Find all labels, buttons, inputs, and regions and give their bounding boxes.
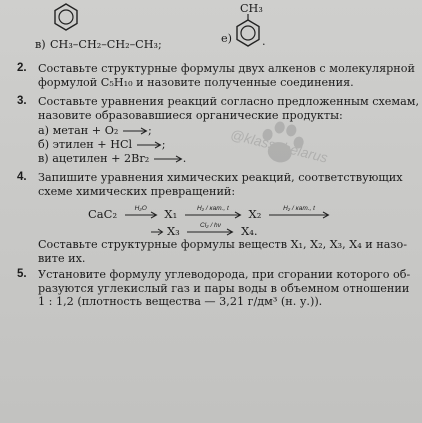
scheme-start: CaC₂ bbox=[88, 207, 118, 221]
task-3-item-b bbox=[38, 138, 165, 152]
scheme-x4: X₄. bbox=[241, 224, 258, 238]
task-5-text bbox=[38, 268, 414, 309]
task-2-line-2: формулой C₅H₁₀ и назовите полученные соединения. bbox=[38, 75, 354, 89]
scheme-arrow-2 bbox=[184, 205, 242, 219]
scheme-cond-2: H₂ / кат., t bbox=[196, 205, 229, 212]
task-4-text bbox=[38, 171, 414, 198]
task-4-after bbox=[38, 238, 414, 265]
task-2-line-1: Составьте структурные формулы двух алкенов с молекулярной bbox=[38, 62, 415, 75]
watermark-text: @klass_belarus bbox=[228, 126, 330, 166]
task-3-number: 3. bbox=[17, 95, 27, 107]
scheme-cond-1: H₂O bbox=[134, 205, 147, 212]
butane-formula: CH₃–CH₂–CH₂–CH₃; bbox=[50, 38, 162, 51]
task-4-line-2: схеме химических превращений: bbox=[38, 184, 236, 198]
item-a-end: ; bbox=[147, 124, 152, 137]
scheme-x1: X₁ bbox=[164, 207, 178, 221]
scheme-cond-4: Cl₂ / hν bbox=[200, 222, 221, 229]
task-5-number: 5. bbox=[17, 268, 27, 280]
task-3-item-v bbox=[38, 152, 186, 166]
item-v-label: в) ацетилен + 2Br₂ bbox=[38, 152, 150, 165]
item-a-label: а) метан + O₂ bbox=[38, 124, 119, 137]
scheme-x2: X₂ bbox=[248, 207, 262, 221]
reaction-arrow-icon bbox=[122, 127, 148, 135]
reaction-arrow-icon bbox=[136, 141, 162, 149]
option-v-label: в) bbox=[35, 38, 46, 51]
task-2-number: 2. bbox=[17, 62, 27, 74]
task-5-line-2: разуются углекислый газ и пары воды в объемном отношении bbox=[38, 281, 410, 295]
task-4-number: 4. bbox=[17, 171, 27, 183]
scheme-arrow-3 bbox=[268, 205, 330, 219]
task-3-text bbox=[38, 95, 420, 122]
methyl-group-label: CH₃ bbox=[240, 2, 263, 15]
scheme-arrow-1 bbox=[124, 205, 158, 219]
scheme-arrow-4 bbox=[186, 222, 234, 236]
task-5-line-3: 1 : 1,2 (плотность вещества — 3,21 г/дм³ (н. у.)). bbox=[38, 295, 323, 309]
scheme-x3: X₃ bbox=[167, 224, 180, 238]
benzene-ring-icon bbox=[52, 2, 80, 32]
scheme-line-2 bbox=[150, 222, 258, 239]
scheme-cond-3: H₂ / кат., t bbox=[283, 205, 315, 212]
option-e-label: е) bbox=[221, 32, 232, 45]
task-4-after-line-2: вите их. bbox=[38, 251, 86, 265]
scheme-arrow-lead bbox=[150, 228, 164, 236]
reaction-arrow-icon bbox=[153, 155, 183, 163]
task-3-item-a bbox=[38, 124, 152, 138]
item-v-end: . bbox=[182, 152, 187, 165]
item-b-label: б) этилен + HCl bbox=[38, 138, 133, 151]
task-4-after-line-1: Составьте структурные формулы веществ X₁, X₂, X₃, X₄ и назо- bbox=[38, 238, 408, 251]
item-b-end: ; bbox=[161, 138, 166, 151]
task-3-line-1: Составьте уравнения реакций согласно предложенным схемам, bbox=[38, 95, 420, 108]
task-4-line-1: Запишите уравнения химических реакций, соответствующих bbox=[38, 171, 403, 184]
toluene-ring-icon bbox=[232, 8, 272, 50]
option-e-end: . bbox=[262, 35, 266, 48]
task-5-line-1: Установите формулу углеводорода, при сгорании которого об- bbox=[38, 268, 411, 281]
task-3-line-2: назовите образовавшиеся органические продукты: bbox=[38, 108, 343, 122]
task-2-text bbox=[38, 62, 414, 89]
